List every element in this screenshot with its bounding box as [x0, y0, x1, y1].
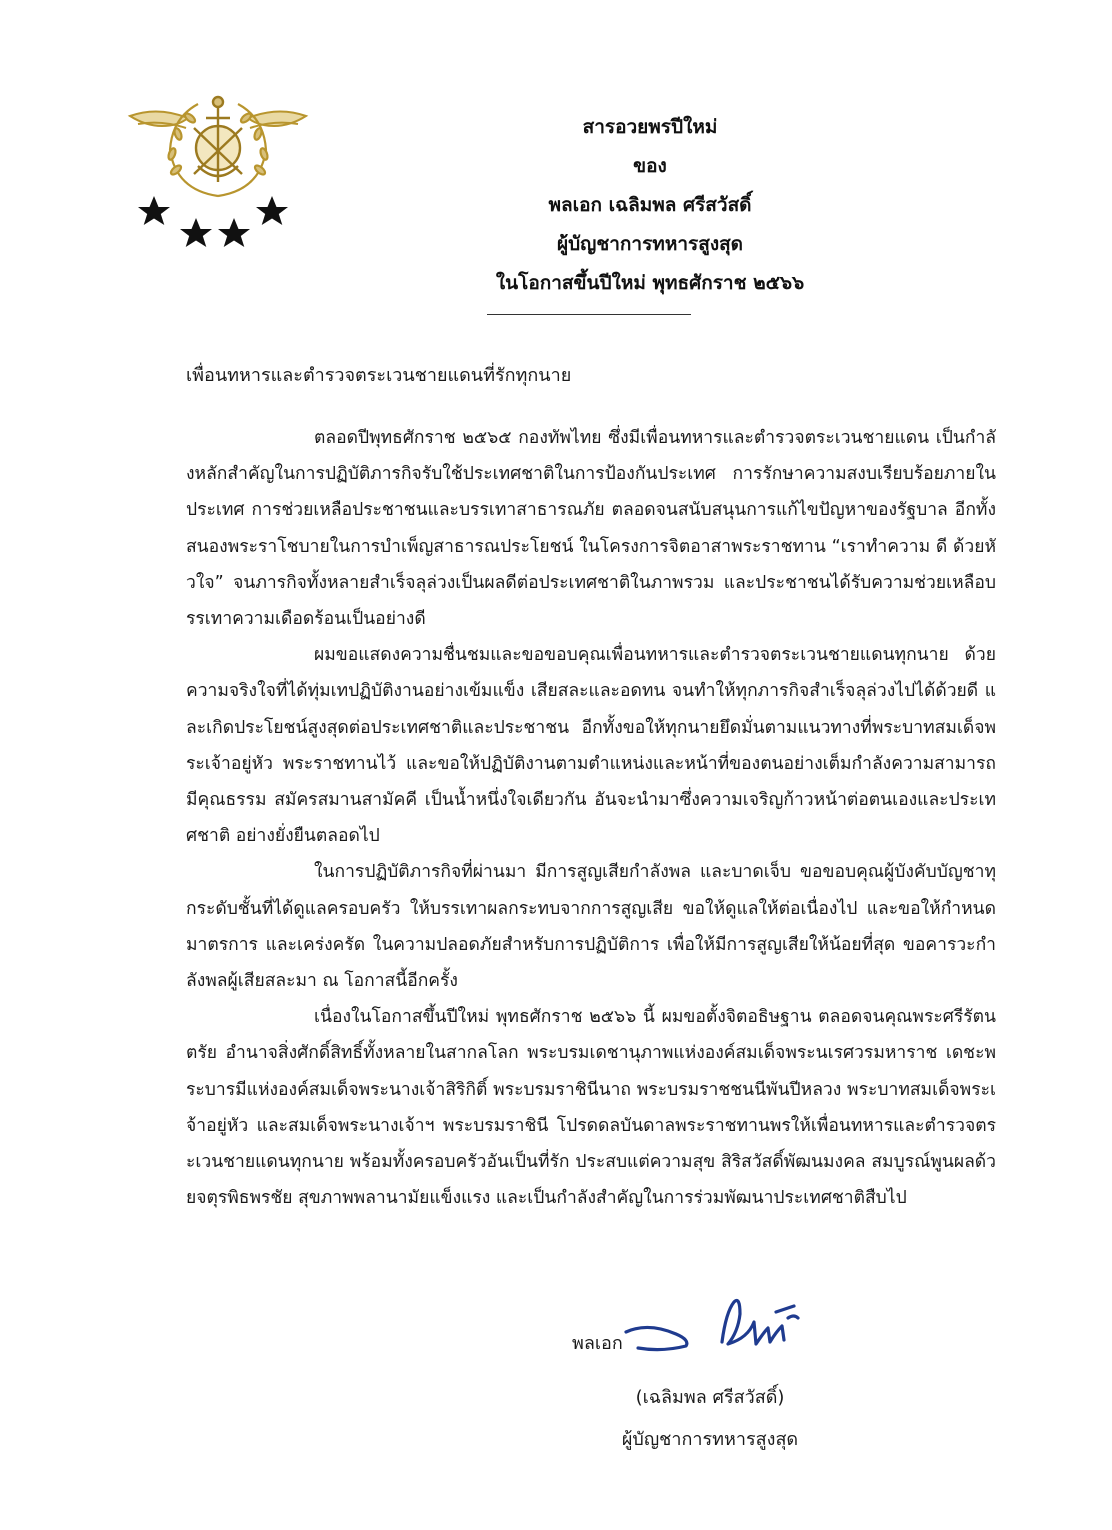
header-of: ของ — [633, 155, 667, 177]
letter-body — [186, 420, 996, 1216]
general-stars — [138, 196, 288, 247]
header-occasion: ในโอกาสขึ้นปีใหม่ พุทธศักราช ๒๕๖๖ — [495, 272, 805, 294]
emblem-graphic — [118, 78, 318, 258]
armed-forces-emblem-icon — [118, 78, 318, 258]
salutation: เพื่อนทหารและตำรวจตระเวนชายแดนที่รักทุกนาย — [186, 365, 572, 386]
header-name: พลเอก เฉลิมพล ศรีสวัสดิ์ — [548, 194, 752, 216]
header-divider — [487, 314, 691, 315]
body-paragraph: ผมขอแสดงความชื่นชมและขอขอบคุณเพื่อนทหารและตำรวจตระเวนชายแดนทุกนาย ด้วยความจริงใจที่ได้ทุ่มเทปฏิบัติงานอย่างเข้มแข็ง เสียสละและอดทน จนทำให้ทุกภารกิจสำเร็จลุล่วงไปได้ด้วยดี และเกิดประโยชน์สูงสุดต่อประเทศชาติและประชาชน อีกทั้งขอให้ทุกนายยึดมั่นตามแนวทางที่พระบาทสมเด็จพระเจ้าอยู่หัว พระราชทานไว้ และขอให้ปฏิบัติงานตามตำแหน่งและหน้าที่ของตนอย่างเต็มกำลังความสามารถ มีคุณธรรม สมัครสมานสามัคคี เป็นน้ำหนึ่งใจเดียวกัน อันจะนำมาซึ่งความเจริญก้าวหน้าต่อตนเองและประเทศชาติ อย่างยั่งยืนตลอดไป — [186, 645, 996, 847]
signature-graphic — [618, 1292, 808, 1364]
header-position: ผู้บัญชาการทหารสูงสุด — [556, 233, 744, 255]
header-title: สารอวยพรปีใหม่ — [582, 116, 718, 138]
emblem-anchor — [194, 97, 242, 182]
body-paragraph: ในการปฏิบัติภารกิจที่ผ่านมา มีการสูญเสียกำลังพล และบาดเจ็บ ขอขอบคุณผู้บังคับบัญชาทุกระดับชั้นที่ได้ดูแลครอบครัว ให้บรรเทาผลกระทบจากการสูญเสีย ขอให้ดูแลให้ต่อเนื่องไป และขอให้กำหนดมาตรการ และเคร่งครัด ในความปลอดภัยสำหรับการปฏิบัติการ เพื่อให้มีการสูญเสียให้น้อยที่สุด ขอคารวะกำลังพลผู้เสียสละมา ณ โอกาสนี้อีกครั้ง — [186, 862, 996, 992]
signature-name: (เฉลิมพล ศรีสวัสดิ์) — [635, 1387, 785, 1408]
star-icon — [180, 218, 212, 247]
letter-header — [330, 108, 970, 303]
signature-title: ผู้บัญชาการทหารสูงสุด — [621, 1429, 799, 1450]
signature-rank: พลเอก — [572, 1333, 623, 1354]
handwritten-signature-icon — [618, 1292, 808, 1364]
star-icon — [138, 196, 170, 225]
body-paragraph: ตลอดปีพุทธศักราช ๒๕๖๕ กองทัพไทย ซึ่งมีเพื่อนทหารและตำรวจตระเวนชายแดน เป็นกำลังหลักสำคัญในการปฏิบัติภารกิจรับใช้ประเทศชาติในการป้องกันประเทศ การรักษาความสงบเรียบร้อยภายในประเทศ การช่วยเหลือประชาชนและบรรเทาสาธารณภัย ตลอดจนสนับสนุนการแก้ไขปัญหาของรัฐบาล อีกทั้งสนองพระราโชบายในการบำเพ็ญสาธารณประโยชน์ ในโครงการจิตอาสาพระราชทาน “เราทำความ ดี ด้วยหัวใจ” จนภารกิจทั้งหลายสำเร็จลุล่วงเป็นผลดีต่อประเทศชาติในภาพรวม และประชาชนได้รับความช่วยเหลือบรรเทาความเดือดร้อนเป็นอย่างดี — [186, 428, 996, 630]
body-paragraph: เนื่องในโอกาสขึ้นปีใหม่ พุทธศักราช ๒๕๖๖ นี้ ผมขอตั้งจิตอธิษฐาน ตลอดจนคุณพระศรีรัตนตรัย อำนาจสิ่งศักดิ์สิทธิ์ทั้งหลายในสากลโลก พระบรมเดชานุภาพแห่งองค์สมเด็จพระนเรศวรมหาราช เดชะพระบารมีแห่งองค์สมเด็จพระนางเจ้าสิริกิติ์ พระบรมราชินีนาถ พระบรมราชชนนีพันปีหลวง พระบาทสมเด็จพระเจ้าอยู่หัว และสมเด็จพระนางเจ้าฯ พระบรมราชินี โปรดดลบันดาลพระราชทานพรให้เพื่อนทหารและตำรวจตระเวนชายแดนทุกนาย พร้อมทั้งครอบครัวอันเป็นที่รัก ประสบแต่ความสุข สิริสวัสดิ์พัฒนมงคล สมบูรณ์พูนผลด้วยจตุรพิธพรชัย สุขภาพพลานามัยแข็งแรง และเป็นกำลังสำคัญในการร่วมพัฒนาประเทศชาติสืบไป — [186, 1007, 996, 1209]
star-icon — [218, 218, 250, 247]
star-icon — [256, 196, 288, 225]
